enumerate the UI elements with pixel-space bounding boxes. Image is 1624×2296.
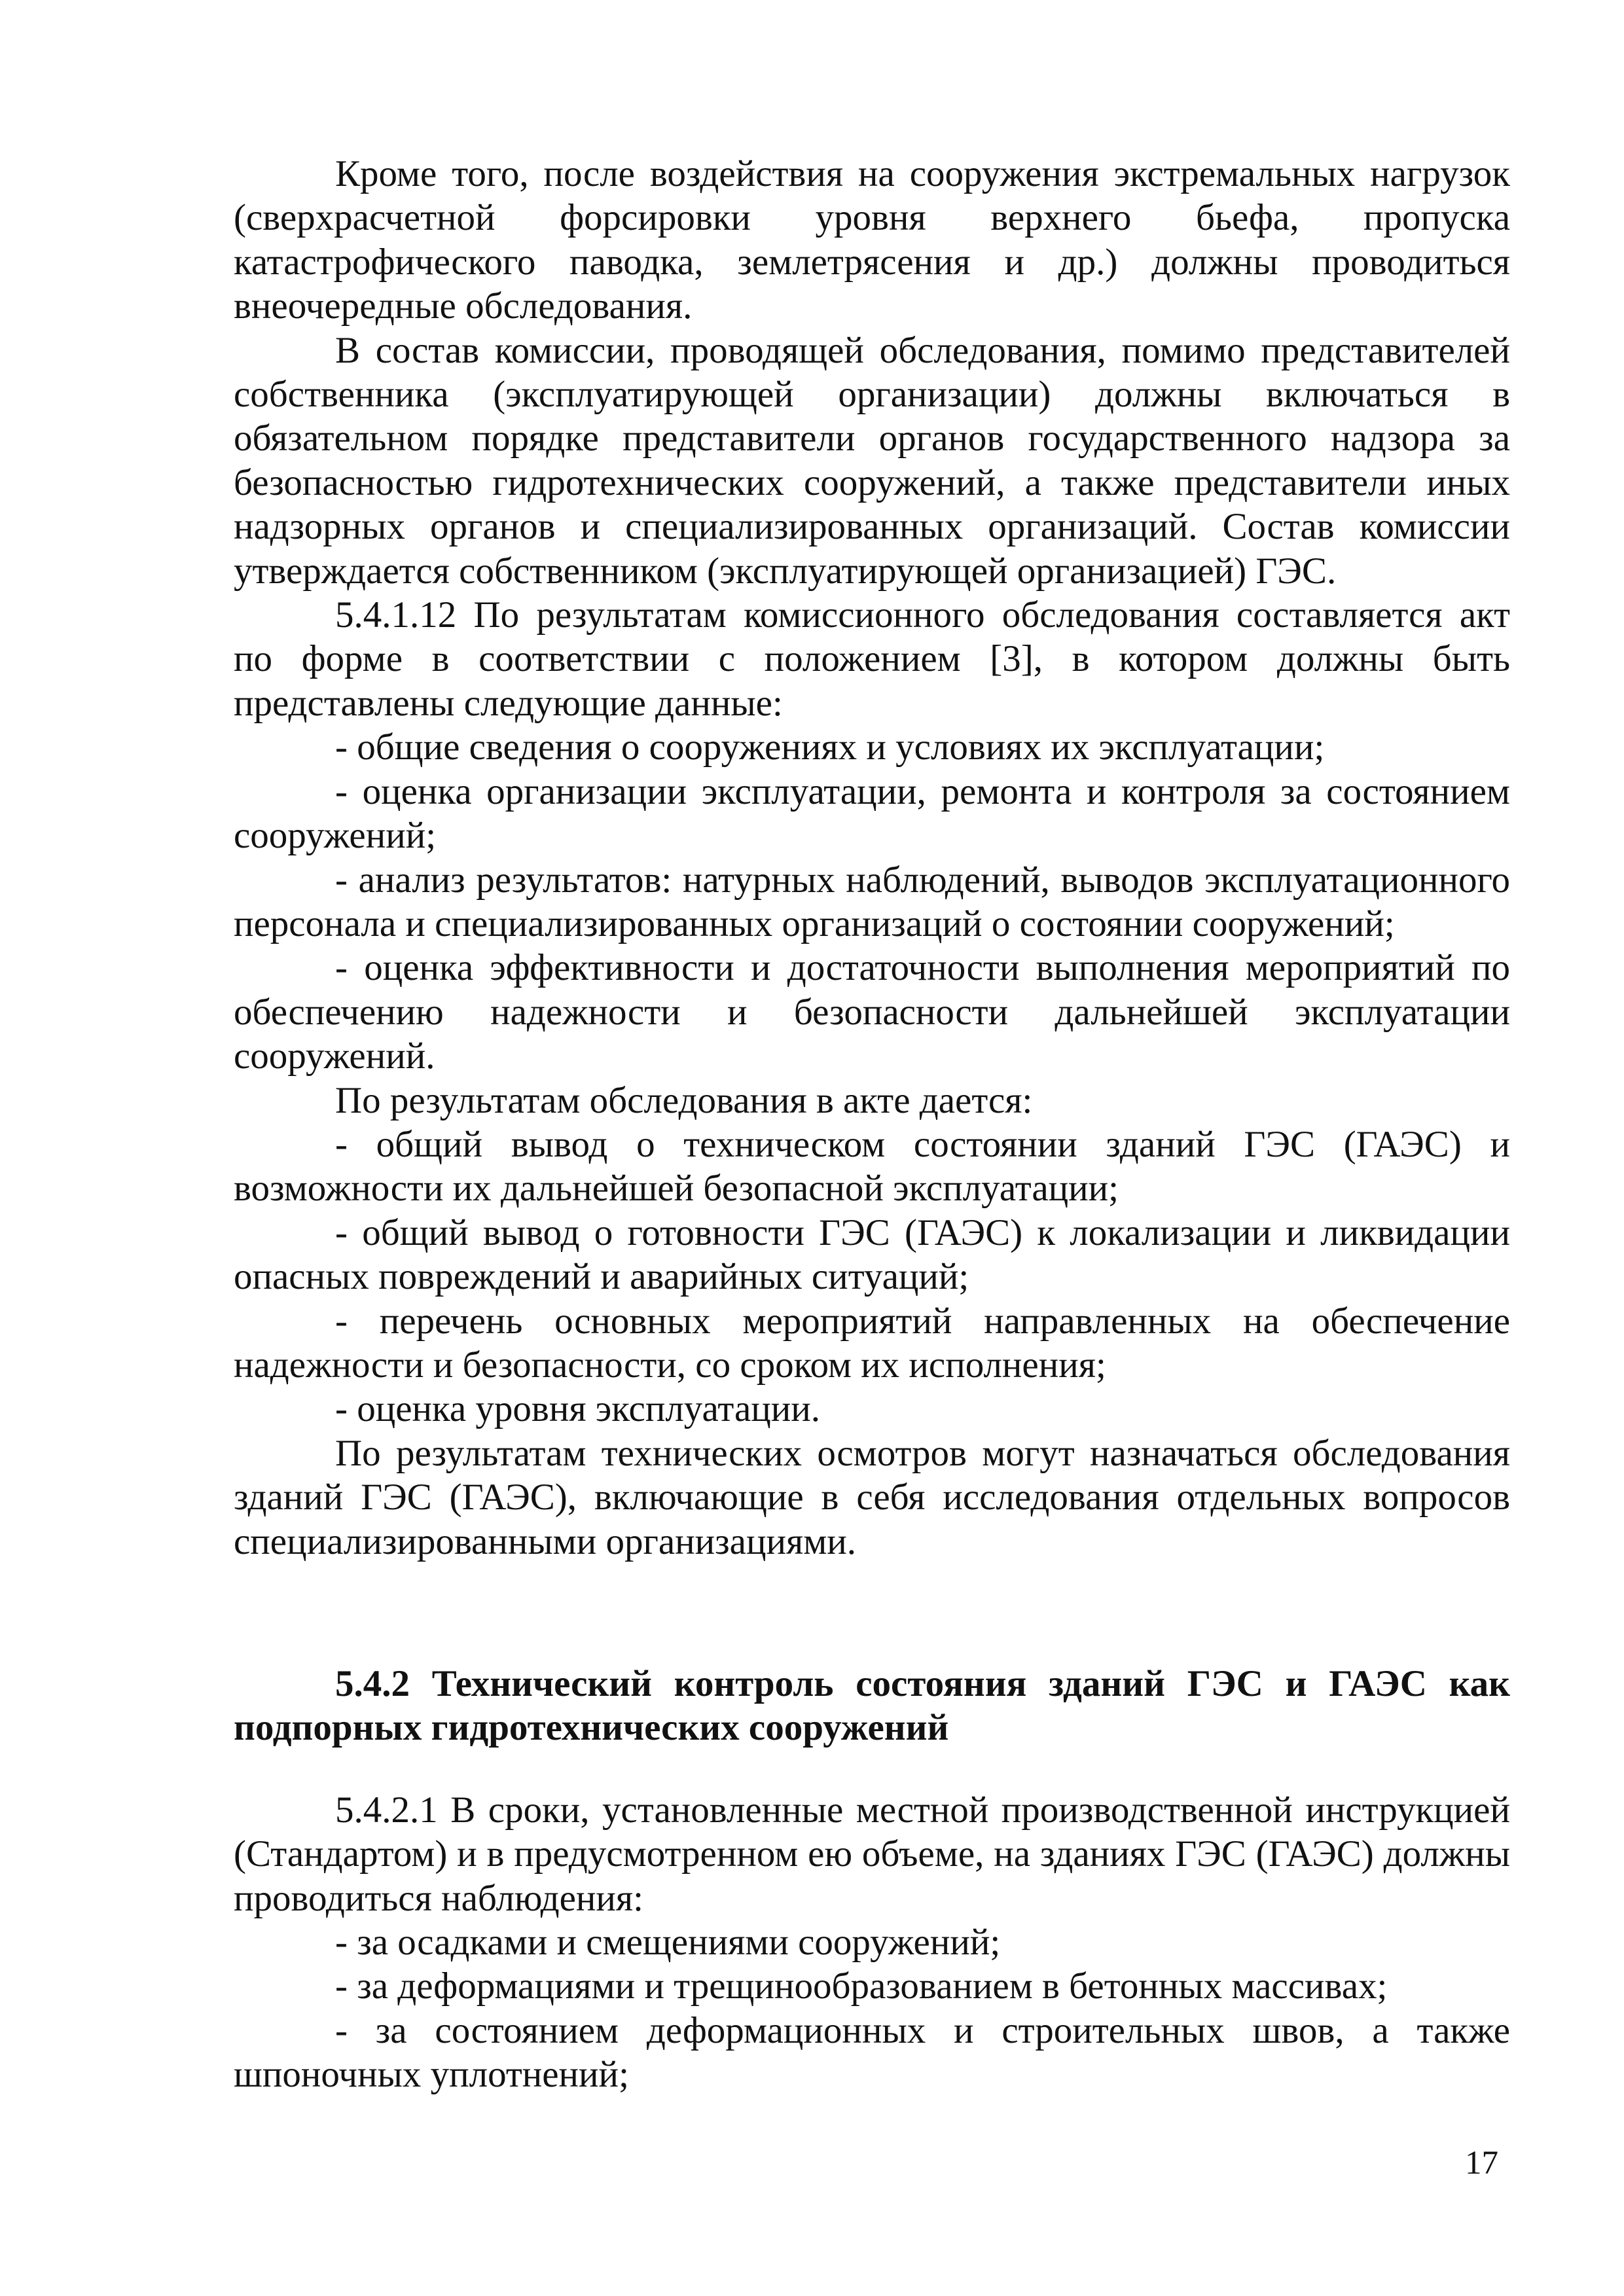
list-item: - оценка эффективности и достаточности выполнения мероприятий по обеспечению надежности и безопасности дальнейшей эксплуатации сооружений. xyxy=(234,947,1510,1077)
document-page xyxy=(234,152,1510,2097)
list-item: - оценка уровня эксплуатации. xyxy=(335,1388,821,1430)
paragraph-act-results-intro: По результатам обследования в акте дается: xyxy=(335,1079,1033,1121)
paragraph-extreme-loads: Кроме того, после воздействия на сооружения экстремальных нагрузок (сверхрасчетной форсировки уровня верхнего бьефа, пропуска катастрофического паводка, землетрясения и др.) должны проводиться внеочередные обследования. xyxy=(234,153,1510,327)
list-item: - за деформациями и трещинообразованием в бетонных массивах; xyxy=(335,1965,1388,2007)
observation-list xyxy=(234,1920,1510,2097)
list-item: - общий вывод о готовности ГЭС (ГАЭС) к локализации и ликвидации опасных повреждений и аварийных ситуаций; xyxy=(234,1211,1510,1298)
page-number: 17 xyxy=(1465,2145,1498,2181)
paragraph-technical-inspections: По результатам технических осмотров могут назначаться обследования зданий ГЭС (ГАЭС), включающие в себя исследования отдельных вопросов специализированными организациями. xyxy=(234,1432,1510,1562)
section-heading-5-4-2: 5.4.2 Технический контроль состояния зданий ГЭС и ГАЭС как подпорных гидротехнических сооружений xyxy=(234,1663,1510,1749)
paragraph-commission-composition: В состав комиссии, проводящей обследования, помимо представителей собственника (эксплуатирующей организации) должны включаться в обязательном порядке представители органов государственного надзора за безопасностью гидротехнических сооружений, а также представители иных надзорных органов и специализированных организаций. Состав комиссии утверждается собственником (эксплуатирующей организацией) ГЭС. xyxy=(234,329,1510,592)
list-item: - за осадками и смещениями сооружений; xyxy=(335,1922,1001,1964)
paragraph-5-4-1-12: 5.4.1.12 По результатам комиссионного обследования составляется акт по форме в соответствии с положением [3], в котором должны быть представлены следующие данные: xyxy=(234,594,1510,724)
section-spacer xyxy=(234,1564,1510,1662)
list-item: - перечень основных мероприятий направленных на обеспечение надежности и безопасности, со сроком их исполнения; xyxy=(234,1300,1510,1386)
list-item: - за состоянием деформационных и строительных швов, а также шпоночных уплотнений; xyxy=(234,2009,1510,2096)
paragraph-5-4-2-1: 5.4.2.1 В сроки, установленные местной производственной инструкцией (Стандартом) и в предусмотренном ею объеме, на зданиях ГЭС (ГАЭС) должны проводиться наблюдения: xyxy=(234,1789,1510,1919)
act-results-list xyxy=(234,1122,1510,1431)
section-spacer xyxy=(234,1750,1510,1788)
list-item: - общий вывод о техническом состоянии зданий ГЭС (ГАЭС) и возможности их дальнейшей безопасной эксплуатации; xyxy=(234,1123,1510,1210)
list-item: - оценка организации эксплуатации, ремонта и контроля за состоянием сооружений; xyxy=(234,770,1510,857)
act-data-list xyxy=(234,725,1510,1078)
list-item: - анализ результатов: натурных наблюдений, выводов эксплуатационного персонала и специализированных организаций о состоянии сооружений; xyxy=(234,859,1510,944)
list-item: - общие сведения о сооружениях и условиях их эксплуатации; xyxy=(335,726,1325,768)
